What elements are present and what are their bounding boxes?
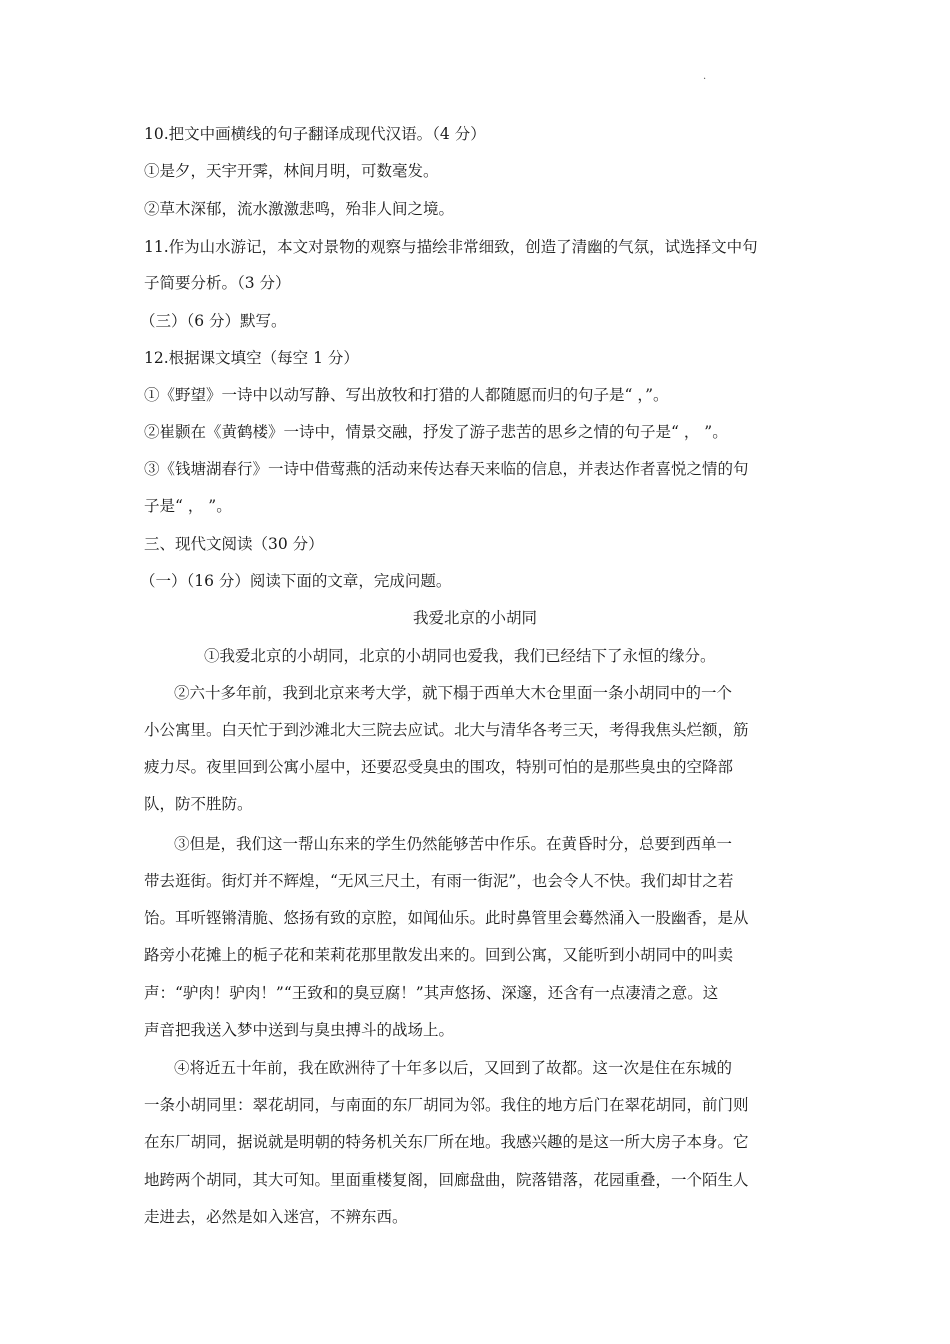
q11-line-1: 11.作为山水游记，本文对景物的观察与描绘非常细致，创造了清幽的气氛，试选择文中句 [144,238,758,256]
paragraph-2-line: 疲力尽。夜里回到公寓小屋中，还要忍受臭虫的围攻，特别可怕的是那些臭虫的空降部 [144,758,734,776]
paragraph-3-line: 饴。耳听铿锵清脆、悠扬有致的京腔，如闻仙乐。此时鼻管里会蓦然涌入一股幽香，是从 [144,909,749,927]
q12-item-b: ②崔颢在《黄鹤楼》一诗中，情景交融，抒发了游子悲苦的思乡之情的句子是“ ， ”。 [144,423,728,441]
paragraph-3-line: 声音把我送入梦中送到与臭虫搏斗的战场上。 [144,1021,455,1039]
q10-stem: 10.把文中画横线的句子翻译成现代汉语。（4 分） [144,125,486,143]
q11-line-2: 子简要分析。（3 分） [144,274,291,292]
paragraph-1: ①我爱北京的小胡同，北京的小胡同也爱我，我们已经结下了永恒的缘分。 [204,647,716,665]
paragraph-4-line: 走进去，必然是如入迷宫，不辨东西。 [144,1208,408,1226]
part-3-subheading: （一）（16 分）阅读下面的文章，完成问题。 [140,572,452,590]
q10-sentence-2: ②草木深郁，流水激激悲鸣，殆非人间之境。 [144,200,455,218]
paragraph-4-line: 一条小胡同里：翠花胡同，与南面的东厂胡同为邻。我住的地方后门在翠花胡同，前门则 [144,1096,749,1114]
paragraph-4-line: ④将近五十年前，我在欧洲待了十年多以后，又回到了故都。这一次是住在东城的 [174,1059,733,1077]
paragraph-3-line: 声：“驴肉！驴肉！”“王致和的臭豆腐！”其声悠扬、深邃，还含有一点凄清之意。这 [144,984,719,1002]
paragraph-3-line: 带去逛街。街灯并不辉煌，“无风三尺土，有雨一街泥”，也会令人不快。我们却甘之若 [144,872,734,890]
paragraph-3-line: 路旁小花摊上的栀子花和茉莉花那里散发出来的。回到公寓，又能听到小胡同中的叫卖 [144,946,734,964]
paragraph-2-line: 队，防不胜防。 [144,795,253,813]
paragraph-4-line: 地跨两个胡同，其大可知。里面重楼复阁，回廊盘曲，院落错落，花园重叠，一个陌生人 [144,1171,749,1189]
q12-item-c-line-2: 子是“ ， ”。 [144,497,232,515]
paragraph-2-line: 小公寓里。白天忙于到沙滩北大三院去应试。北大与清华各考三天，考得我焦头烂额，筋 [144,721,749,739]
paragraph-2-line: ②六十多年前，我到北京来考大学，就下榻于西单大木仓里面一条小胡同中的一个 [174,684,733,702]
section-3-heading: （三）（6 分）默写。 [140,312,287,330]
q12-item-c-line-1: ③《钱塘湖春行》一诗中借莺燕的活动来传达春天来临的信息，并表达作者喜悦之情的句 [144,460,749,478]
q10-sentence-1: ①是夕，天宇开霁，林间月明，可数毫发。 [144,162,439,180]
part-3-heading: 三、现代文阅读（30 分） [144,535,324,553]
q12-item-a: ①《野望》一诗中以动写静、写出放牧和打猎的人都随愿而归的句子是“ ，”。 [144,386,669,404]
q12-stem: 12.根据课文填空（每空 1 分） [144,349,359,367]
page-mark: . [703,71,707,82]
paragraph-4-line: 在东厂胡同，据说就是明朝的特务机关东厂所在地。我感兴趣的是这一所大房子本身。它 [144,1133,749,1151]
paragraph-3-line: ③但是，我们这一帮山东来的学生仍然能够苦中作乐。在黄昏时分，总要到西单一 [174,835,733,853]
article-title: 我爱北京的小胡同 [412,609,537,627]
